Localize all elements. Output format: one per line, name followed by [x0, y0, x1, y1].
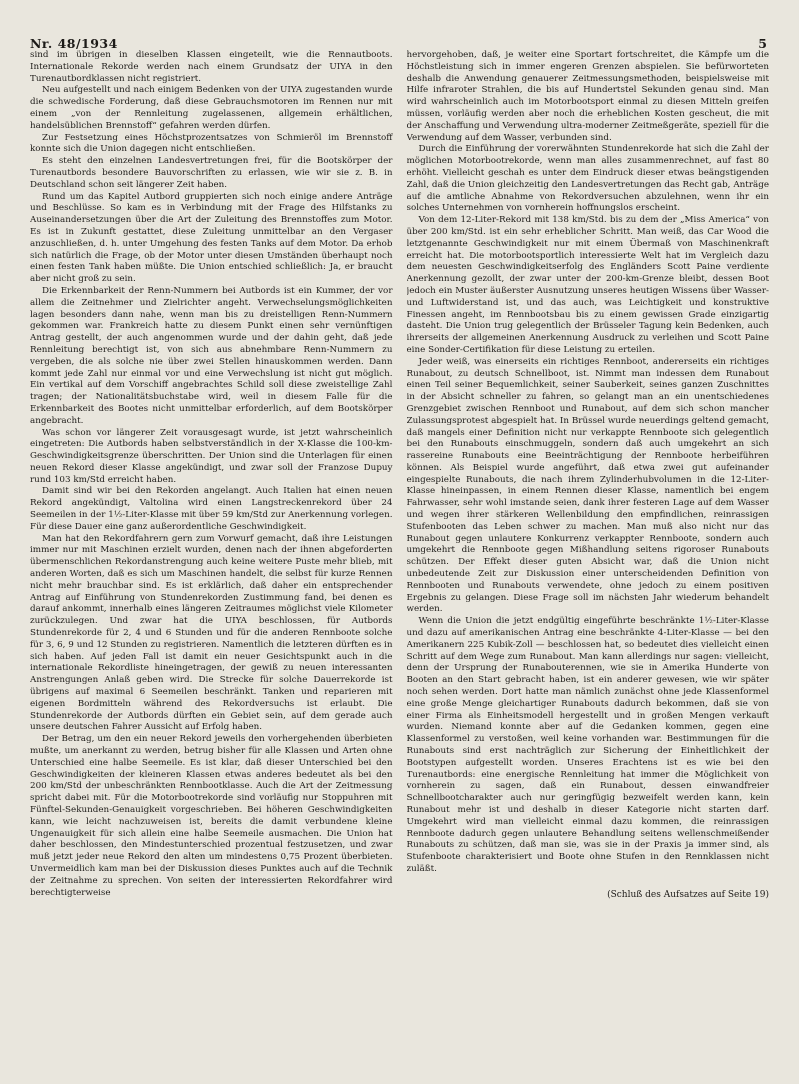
paragraph: Neu aufgestellt und nach einigem Bedenken von der UIYA zugestanden wurde die schwedische Forderung, daß diese Gebrauchsmotoren im Rennen nur mit einem „von der Rennleitung zugelassenen, allgemein erhältlichen, handelsüblichen Brennstoff“ gefahren werden dürfen.: [30, 85, 393, 131]
continuation-note: (Schluß des Aufsatzes auf Seite 19): [607, 889, 769, 900]
right-column: [407, 50, 770, 1084]
paragraph: Die Erkennbarkeit der Renn-Nummern bei Autbords ist ein Kummer, der vor allem die Zeitnehmer und Zielrichter angeht. Verwechselungsmöglichkeiten lagen besonders dann nahe, wenn man bis zu dreistelligen Renn-Nummern gekommen war. Frankreich hatte zu diesem Punkt einen sehr vernünftigen Antrag gestellt, der auch angenommen wurde und der dahin geht, daß jede Rennleitung berechtigt ist, von sich aus abnehmbare Renn-Nummern zu vergeben, die als solche nie über zwei Stellen hinauskommen werden. Dann kommt jede Zahl nur einmal vor und eine Verwechslung ist nicht gut möglich. Ein vertikal auf dem Vorschiff angebrachtes Schild soll diese zweistellige Zahl tragen; der Nationalitätsbuchstabe wird, weil in diesem Falle für die Erkennbarkeit des Bootes nicht unmittelbar erforderlich, auf dem Bootskörper angebracht.: [30, 285, 393, 426]
issue-number: Nr. 48/1934: [30, 36, 118, 51]
left-column: [30, 50, 393, 1084]
page-header: [30, 14, 769, 50]
paragraph: Durch die Einführung der vorerwähnten Stundenrekorde hat sich die Zahl der möglichen Motorbootrekorde, wenn man alles zusammenrechnet, auf fast 80 erhöht. Vielleicht geschah es unter dem Eindruck dieser etwas beängstigenden Zahl, daß die Union gleichzeitig den Landesvertretungen das Recht gab, Anträge auf die amtliche Abnahme von Rekordversuchen abzulehnen, wenn ihr ein solches Unternehmen von vornherein hoffnungslos erscheint.: [406, 144, 769, 214]
paragraph: Jeder weiß, was einerseits ein richtiges Rennboot, andererseits ein richtiges Runabout, zu deutsch Schnellboot, ist. Nimmt man indessen dem Runabout einen Teil seiner Bequemlichkeit, seiner Sauberkeit, seines ganzen Zuschnittes in der Absicht schneller zu fahren, so gelangt man an ein unentschiedenes Grenzgebiet zwischen Rennboot und Runabout, auf dem sich schon mancher Zulassungsprotest abgespielt hat. In Brüssel wurde neuerdings geltend gemacht, daß mangels einer Definition nicht nur verkappte Rennboote sich gelegentlich bei den Runabouts einschmuggeln, sondern daß auch umgekehrt an sich rassereine Runabouts eine Beeinträchtigung der Rennboote herbeiführen können. Als Beispiel wurde angeführt, daß etwa zwei gut aufeinander eingespielte Runabouts, die nach ihrem Zylinderhubvolumen in die 12-Liter-Klasse hineinpassen, in einem Rennen dieser Klasse, namentlich bei engem Fahrwasser, sehr wohl imstande seien, dank ihrer festeren Lage auf dem Wasser und wegen ihrer stärkeren Wellenbildung den empfindlichen, reinrassigen Stufenbooten das Leben schwer zu machen. Man muß also nicht nur das Runabout gegen unlautere Konkurrenz verkappter Rennboote, sondern auch umgekehrt die Rennboote gegen Mißhandlung seitens rigoroser Runabouts schützen. Der Effekt dieser guten Absicht war, daß die Union nicht unbedeutende Zeit zur Diskussion einer unterscheidenden Definition von Rennbooten und Runabouts verwendete, ohne jedoch zu einem positiven Ergebnis zu gelangen. Diese Frage soll im nächsten Jahr wiederum behandelt werden.: [406, 356, 769, 615]
paragraph: Rund um das Kapitel Autbord gruppierten sich noch einige andere Anträge und Beschlüsse. So kam es in Verbindung mit der Frage des Hilfstanks zu Auseinandersetzungen über die Art der Zuleitung des Brennstoffes zum Motor. Es ist in Zukunft gestattet, diese Zuleitung unmittelbar an den Vergaser anzuschließen, d. h. unter Umgehung des festen Tanks auf dem Motor. Da erhob sich natürlich die Frage, ob der Motor unter diesen Umständen überhaupt noch einen festen Tank haben müßte. Die Union entschied schließlich: Ja, er braucht aber nicht groß zu sein.: [30, 191, 393, 285]
paragraph: Man hat den Rekordfahrern gern zum Vorwurf gemacht, daß ihre Leistungen immer nur mit Maschinen erzielt wurden, denen nach der ihnen abgeforderten übermenschlichen Rekordanstrengung auch keine weitere Puste mehr blieb, mit anderen Worten, daß es sich um Maschinen handelt, die selbst für kurze Rennen nicht mehr brauchbar sind. Es ist erklärlich, daß daher ein entsprechender Antrag auf Einführung von Stundenrekorden Zustimmung fand, bei denen es darauf ankommt, innerhalb eines längeren Zeitraumes möglichst viele Kilometer zurückzulegen. Und zwar hat die UIYA beschlossen, für Autbords Stundenrekorde für 2, 4 und 6 Stunden und für die anderen Rennboote solche für 3, 6, 9 und 12 Stunden zu registrieren. Namentlich die letzteren dürften es in sich haben. Auf jeden Fall ist damit ein neuer Gesichtspunkt auch in die internationale Rekordliste hineingetragen, der gewiß zu neuen interessanten Anstrengungen Anlaß geben wird. Die Strecke für solche Dauerrekorde ist übrigens auf maximal 6 Seemeilen beschränkt. Tanken und reparieren mit eigenen Bordmitteln während des Rekordversuchs ist erlaubt. Die Stundenrekorde der Autbords dürften ein Gebiet sein, auf dem gerade auch unsere deutschen Fahrer Aussicht auf Erfolg haben.: [30, 533, 393, 733]
paragraph: sind im übrigen in dieselben Klassen eingeteilt, wie die Rennautboots. Internationale Rekorde werden nach einem Grundsatz der UIYA in den Turenautbordklassen nicht registriert.: [30, 50, 393, 84]
paragraph: Von dem 12-Liter-Rekord mit 138 km/Std. bis zu dem der „Miss America“ von über 200 km/Std. ist ein sehr erheblicher Schritt. Man weiß, das Car Wood die letztgenannte Geschwindigkeit nur mit einem Übermaß von Maschinenkraft erreicht hat. Die motorbootsportlich interessierte Welt hat im Vergleich dazu dem neuesten Geschwindigkeitserfolg des Engländers Scott Paine verdiente Anerkennung gezollt, der zwar unter der 200-km-Grenze bleibt, dessen Boot jedoch ein Muster äußerster Ausnutzung unseres heutigen Wissens über Wasser- und Luftwiderstand ist, und das auch, was Leichtigkeit und konstruktive Finessen angeht, im Rennbootsbau bis zu einem gewissen Grade einzigartig dasteht. Die Union trug gelegentlich der Brüsseler Tagung kein Bedenken, auch ihrerseits der allgemeinen Anerkennung Ausdruck zu verleihen und Scott Paine eine Sonder-Certifikation für diese Leistung zu erteilen.: [406, 215, 769, 355]
paragraph: Damit sind wir bei den Rekorden angelangt. Auch Italien hat einen neuen Rekord angekündigt, Valtolina wird einen Langstreckenrekord über 24 Seemeilen in der 1½-Liter-Klasse mit über 59 km/Std zur Anerkennung vorlegen. Für diese Dauer eine ganz außerordentliche Geschwindigkeit.: [30, 486, 393, 532]
article-body: [30, 50, 769, 1084]
page-number: 5: [758, 36, 767, 51]
paragraph: hervorgehoben, daß, je weiter eine Sportart fortschreitet, die Kämpfe um die Höchstleistung sich in immer engeren Grenzen abspielen. Sie befürworteten deshalb die Anwendung genauerer Zeitmessungsmethoden, beispielsweise mit Hilfe infraroter Strahlen, die bis auf Hundertstel Sekunden genau sind. Man wird wahrscheinlich auch im Motorbootsport einmal zu diesen Mitteln greifen müssen, vorläufig werden aber noch die erheblichen Kosten gescheut, die mit der Anschaffung und Verwendung ultra-moderner Zeitmeßgeräte, speziell für die Verwendung auf dem Wasser, verbunden sind.: [406, 50, 769, 143]
paragraph: Es steht den einzelnen Landesvertretungen frei, für die Bootskörper der Turenautbords besondere Bauvorschriften zu erlassen, wie wir sie z. B. in Deutschland schon seit längerer Zeit haben.: [30, 156, 393, 190]
paragraph: Was schon vor längerer Zeit vorausgesagt wurde, ist jetzt wahrscheinlich eingetreten: Die Autbords haben selbstverständlich in der X-Klasse die 100-km-Geschwindigkeitsgrenze überschritten. Der Union sind die Unterlagen für einen neuen Rekord dieser Klasse angekündigt, und zwar soll der Franzose Dupuy rund 103 km/Std erreicht haben.: [30, 427, 393, 485]
paragraph: Wenn die Union die jetzt endgültig eingeführte beschränkte 1½-Liter-Klasse und dazu auf amerikanischen Antrag eine beschränkte 4-Liter-Klasse — bei den Amerikanern 225 Kubik-Zoll — beschlossen hat, so bedeutet dies vielleicht einen Schritt auf dem Wege zum Runabout. Man kann allerdings nur sagen: vielleicht, denn der Ursprung der Runabouterennen, wie sie in Amerika Hunderte von Booten an den Start gebracht haben, ist ein anderer gewesen, wie wir später noch sehen werden. Dort hatte man nämlich zunächst ohne jede Klassenformel eine große Menge gleichartiger Runabouts dadurch bekommen, daß sie von einer Firma als Einheitsmodell hergestellt und in großen Mengen verkauft wurden. Niemand konnte aber auf die Gedanken kommen, gegen eine Klassenformel zu verstoßen, weil keine vorhanden war. Bestimmungen für die Runabouts sind erst nachträglich zur Sicherung der Einheitlichkeit der Bootstypen aufgestellt worden. Unseres Erachtens ist es wie bei den Turenautbords: eine energische Rennleitung hat immer die Möglichkeit von vornherein zu sagen, daß ein Runabout, dessen einwandfreier Schnellbootcharakter auch nur geringfügig bezweifelt werden kann, kein Runabout mehr ist und deshalb in dieser Kategorie nicht starten darf. Umgekehrt wird man vielleicht einmal dazu kommen, die reinrassigen Rennboote dadurch gegen unlautere Behandlung seitens wellenschmeißender Runabouts zu schützen, daß man sie, was sie in der Praxis ja immer sind, als Stufenboote charakterisiert und Boote ohne Stufen in den Rennklassen nicht zuläßt.: [406, 616, 769, 874]
paragraph: Der Betrag, um den ein neuer Rekord jeweils den vorhergehenden überbieten mußte, um anerkannt zu werden, betrug bisher für alle Klassen und Arten ohne Unterschied eine halbe Seemeile. Es ist klar, daß dieser Unterschied bei den Geschwindigkeiten der kleineren Klassen etwas anderes bedeutet als bei den 200 km/Std der unbeschränkten Rennbootklasse. Auch die Art der Zeitmessung spricht dabei mit. Für die Motorbootrekorde sind vorläufig nur Stoppuhren mit Fünftel-Sekunden-Genauigkeit vorgeschrieben. Bei höheren Geschwindigkeiten kann, wie leicht nachzuweisen ist, bereits die damit verbundene kleine Ungenauigkeit für sich allein eine halbe Seemeile ausmachen. Die Union hat daher beschlossen, den Mindestunterschied prozentual festzusetzen, und zwar muß jetzt jeder neue Rekord den alten um mindestens 0,75 Prozent überbieten. Unvermeidlich kam man bei der Diskussion dieses Punktes auch auf die Technik der Zeitnahme zu sprechen. Von seiten der interessierten Rekordfahrer wird berechtigterweise: [30, 734, 393, 898]
paragraph: Zur Festsetzung eines Höchstprozentsatzes von Schmieröl im Brennstoff konnte sich die Union dagegen nicht entschließen.: [30, 132, 393, 155]
